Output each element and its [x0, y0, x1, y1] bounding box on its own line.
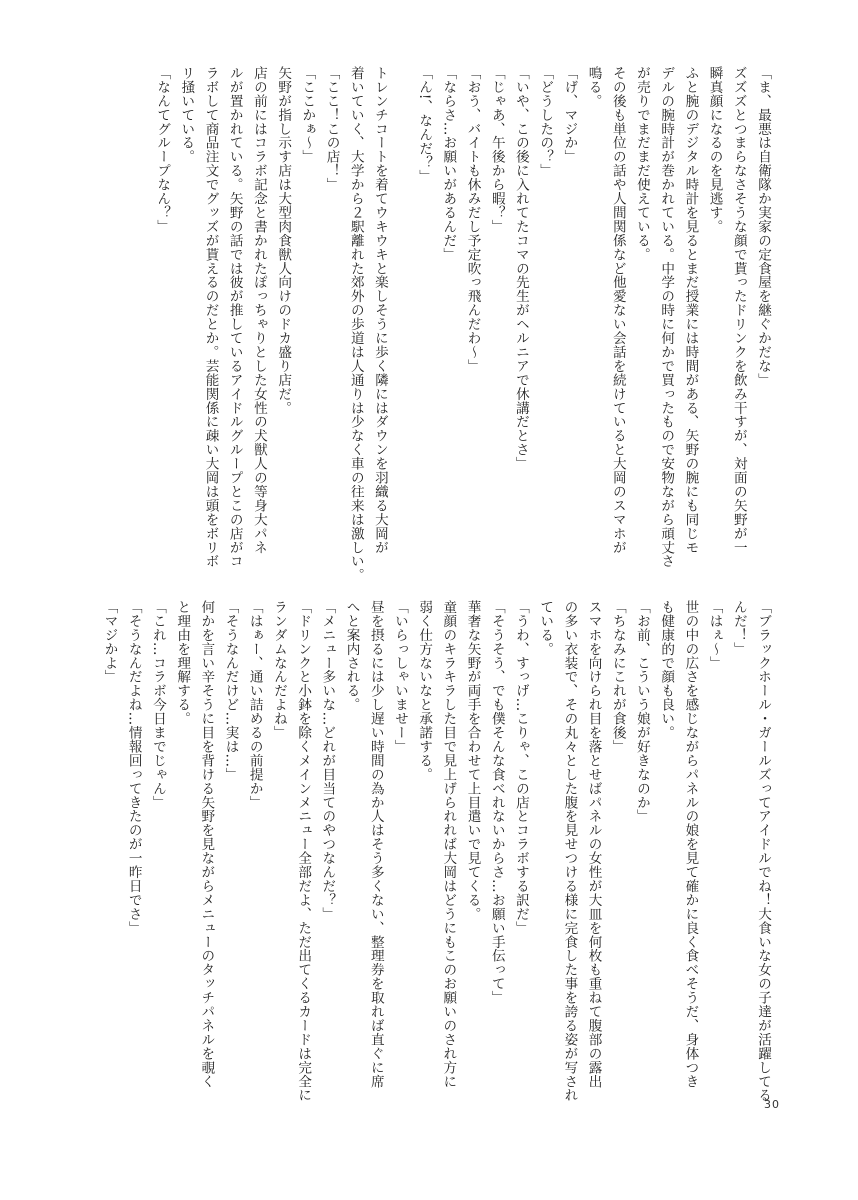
text-line: 店の前にはコラボ記念と書かれたぽっちゃりとした女性の犬獣人の等身大パネ [250, 66, 267, 555]
text-line: 「ん!、なんだ？」 [416, 66, 433, 184]
text-line: 「いらっしゃいませー」 [391, 600, 408, 754]
lower-text-tier [101, 600, 775, 1105]
text-line: 「はぇ〜」 [706, 600, 723, 670]
text-line: 世の中の広さを感じながらパネルの娘を見て確かに良く食べそうだ、身体つき [682, 600, 699, 1089]
text-line: ルが置かれている。矢野の話では彼が推しているアイドルグループとこの店がコ [226, 66, 243, 569]
text-line: デルの腕時計が巻かれている。中学の時に何かで買ったもので安物ながら頑丈さ [658, 66, 675, 569]
text-line: 何かを言い辛そうに目を背ける矢野を見ながらメニューのタッチパネルを覗く [198, 600, 215, 1089]
text-line: スマホを向けられ目を落とせばパネルの女性が大皿を何枚も重ねて腹部の露出 [585, 600, 602, 1089]
text-line: 弱く仕方ないなと承諾する。 [416, 600, 433, 782]
text-line: 鳴る。 [585, 66, 602, 108]
text-line: 「マジかよ」 [101, 600, 118, 684]
text-line: 童顔のキラキラした目で見上げられれば大岡はどうにもこのお願いのされ方に [440, 600, 457, 1089]
text-line: 「ま、最悪は自衛隊か実家の定食屋を継ぐかだな」 [755, 66, 771, 387]
text-line: 「そうなんだけど…実は…」 [222, 600, 239, 782]
text-line: 「そうそう、でも僕そんな食べれないからさ…お願い手伝って」 [488, 600, 505, 1005]
text-line: ランダムなんだよね」 [270, 600, 287, 740]
text-line: 瞬真顔になるのを見逃す。 [706, 66, 723, 234]
text-line: その後も単位の話や人間関係など他愛ない会話を続けていると大岡のスマホが [609, 66, 626, 555]
text-line: 昼を摂るには少し遅い時間の為か人はそう多くない、整理券を取れば直ぐに席 [367, 600, 384, 1089]
text-line: 「うわ、すっげ…こりゃ、この店とコラボする訳だ」 [512, 600, 529, 935]
text-line: ズズズとつまらなさそうな顔で貰ったドリンクを飲み干すが、対面の矢野が一 [730, 66, 747, 555]
text-line: 「ブラックホール・ガールズってアイドルでね！大食いな女の子達が活躍してる [755, 600, 771, 1103]
scene-break [392, 66, 412, 562]
text-line: 「これ…コラボ今日までじゃん」 [149, 600, 166, 810]
text-line: 「ドリンクと小鉢を除くメインメニュー全部だよ、ただ出てくるカードは完全に [295, 600, 312, 1103]
upper-text-tier [110, 66, 775, 583]
text-line: の多い衣装で、その丸々とした腹を見せつける様に完食した事を誇る姿が写され [561, 600, 578, 1103]
text-line: へと案内される。 [343, 600, 360, 712]
text-line: トレンチコートを着てウキウキと楽しそうに歩く隣にはダウンを羽織る大岡が [371, 66, 388, 555]
text-line: 矢野が指し示す店は大型肉食獣人向けのドカ盛り店だ。 [275, 66, 292, 415]
text-line: 「お前、こういう娘が好きなのか」 [633, 600, 650, 824]
text-line: 「メニュー多いな…どれが目当てのやつなんだ？」 [319, 600, 336, 921]
page-number: 30 [764, 1098, 780, 1111]
text-line: 「そうなんだよね…情報回ってきたのが一昨日でさ」 [125, 600, 142, 935]
text-line: 「はぁー、通い詰めるの前提か」 [246, 600, 263, 810]
text-line: ふと腕のデジタル時計を見るとまだ授業には時間がある、矢野の腕にも同じモ [682, 66, 699, 555]
text-line: 「ならさ…お願いがあるんだ」 [440, 66, 457, 262]
text-line: 華奢な矢野が両手を合わせて上目遣いで見てくる。 [464, 600, 481, 921]
text-line: 「げ、マジか」 [561, 66, 578, 164]
text-line: と理由を理解する。 [174, 600, 191, 726]
text-line: ラボして商品注文でグッズが貰えるのだとか。芸能関係に疎い大岡は頭をボリボ [202, 66, 219, 569]
text-line: が売りでまだまだ使えている。 [633, 66, 650, 262]
text-line: 着いていく、大学から２駅離れた郊外の歩道は人通りは少なく車の往来は激しい。 [347, 66, 364, 583]
text-line: 「おう、バイトも休みだし予定吹っ飛んだわ〜」 [464, 66, 481, 373]
text-line: 「どうしたの？」 [537, 66, 554, 178]
text-line: 「じゃあ、午後から暇？」 [488, 66, 505, 234]
text-line: リ掻いている。 [178, 66, 195, 164]
text-line: 「なんてグループなん？」 [154, 66, 171, 234]
text-line: ている。 [537, 600, 554, 656]
text-line: 「ちなみにこれが食後」 [609, 600, 626, 754]
text-line: んだ！」 [730, 600, 747, 656]
text-line: 「ここ！この店！」 [323, 66, 340, 192]
text-line: も健康的で顔も良い。 [658, 600, 675, 740]
text-line: 「ここかぁ〜」 [299, 66, 316, 164]
text-line: 「いや、この後に入れてたコマの先生がヘルニアで休講だとさ」 [512, 66, 529, 471]
